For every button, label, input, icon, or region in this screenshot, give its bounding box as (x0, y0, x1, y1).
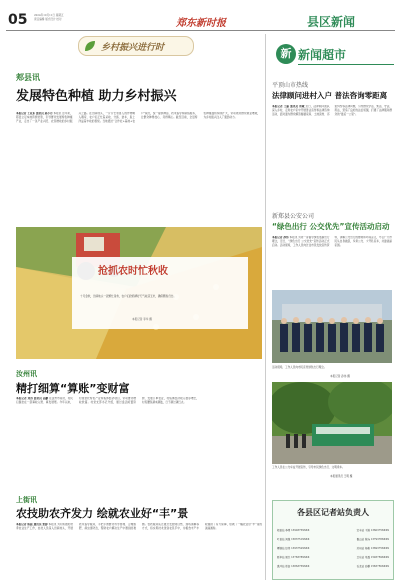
b2-byline: 本报记者 孙伟 (272, 236, 289, 239)
reporter-contacts-table (277, 526, 389, 571)
tractor-window (84, 237, 104, 251)
contact-row (277, 535, 389, 544)
article-3-byline: 本报记者 陈晨 通讯员 张静 (16, 523, 48, 526)
b1-location: 平顶山市热线 (272, 82, 309, 89)
brand-logo: 郑东新时报 (176, 18, 226, 29)
photo-caption-box (72, 257, 248, 329)
b1-text: 近日，法律顾问团队深入乡村，走进农户家中开展普法宣传和法律咨询活动，面对面为群众解答婚姻家庭、土地流转、邻里纠纷等法律问题，引导群众学法、知法、守法、用法，营造了良好的法治氛围，打通了法律服务群众的“最后一公里”。 (272, 105, 392, 116)
photo-caption-text: 十月金秋，田间地头一派繁忙景象，农户们抢抓晴好天气收获玉米，确保颗粒归仓。 (80, 295, 176, 298)
reporter-contacts-box (272, 500, 394, 580)
b2-location: 新郑县公安公司 (272, 213, 315, 220)
contact-right: 石龙站 孙鹏 1583756XXXX (356, 565, 389, 568)
news-market-icon: 新 (276, 44, 296, 64)
article-2-location: 汝州讯 (16, 370, 37, 378)
group-photo-illustration (272, 290, 392, 363)
article-1-text: 本报讯 近年来，郏县立足本地资源优势，引导群众发展特色种植产业，走出了一条产业兴旺、农民增收的乡村振兴之路。在田间地头，一片片长势喜人的作物映入眼帘，农户们正忙着采收、分拣、装车，脸上洋溢着丰收的喜悦。当地通过“合作社+基地+农户”模式，统一提供种苗、技术指导和销售服务，让群众种得放心、卖得顺心。截至目前，全县特色种植面积持续扩大，带动周边群众就业增收，为乡村振兴注入了强劲动力。 (16, 112, 260, 123)
header-meta-line1: 2024年10月11日 星期五 (34, 14, 64, 17)
article-2-body (16, 397, 262, 475)
contact-left: 郏县站 李明 1390375XXXX (277, 529, 310, 532)
b1-body (272, 105, 392, 201)
news-market-banner (272, 44, 396, 68)
street-photo-illustration (272, 382, 392, 464)
article-3-location: 上街讯 (16, 496, 37, 504)
b1-title: 法律顾问进村入户 普法咨询零距离 (272, 91, 388, 100)
article-3-text: 本报讯 为切实做好秋季农业生产工作，农技人员深入田间地头，开展技术指导服务，手把手教群众科学管理、合理施肥、病虫害防治，帮助农户解决生产中遇到的难题。农技服务队还通过发放明白纸、现场讲解等方式，将实用技术送到农民手中，为粮食丰产丰收提供了有力保障，绘就了一幅农业好“丰”景的美丽画卷。 (16, 523, 262, 530)
contact-right: 宝丰站 王刚 1360375XXXX (356, 529, 389, 532)
contact-right: 卫东站 吴磊 1593759XXXX (356, 556, 389, 559)
article-2-byline: 本报记者 刘涛 通讯员 高鹏 (16, 397, 49, 400)
article-3-title: 农技助农齐发力 绘就农业好“丰”景 (16, 507, 189, 520)
news-market-title: 新闻超市 (298, 48, 347, 62)
contact-row (277, 526, 389, 535)
group-photo (272, 290, 392, 363)
street-photo-caption-text: 工作人员在公交车站开展宣传，引导市民绿色出行、文明乘车。 (272, 466, 345, 469)
group-photo-caption (272, 366, 392, 370)
photo-caption-title: 抢抓农时忙秋收 (98, 266, 168, 277)
header-rule (6, 30, 395, 31)
group-photo-credit: 本报记者 孙伟 摄 (330, 375, 350, 378)
contact-left: 叶县站 刘强 1583751XXXX (277, 538, 310, 541)
news-market-rule (298, 64, 394, 65)
article-1-body (16, 112, 260, 228)
article-2-text: 在汝州市某村，村民们围坐在一起算收入账、算发展账。今年以来，村里依托特色产业和集体经济项目，带动群众增收致富。村党支部书记介绍，通过盘活闲置资源、发展订单农业，村集体经济收入稳步增长，村民腰包越来越鼓，日子越过越红火。 (16, 397, 199, 404)
b2-text: 本报讯 为进一步倡导绿色低碳出行理念，近日，“绿色出行 公交优先”宣传活动正式启动。活动现场，工作人员向过往市民发放宣传资料，讲解公交出行的便利和环保意义，号召广大市民从自身做起，多乘公交、少开私家车，共建美丽家园。 (272, 236, 392, 247)
article-1-byline: 本报记者 王亚东 通讯员 赵小丹 (16, 112, 53, 115)
page-number: 05 (8, 12, 28, 28)
photo-caption-credit: 本报记者 李华 摄 (132, 318, 152, 321)
rural-revival-banner-text: 乡村振兴进行时 (101, 43, 165, 53)
contact-row (277, 544, 389, 553)
contact-left: 舞钢站 赵伟 1393752XXXX (277, 547, 310, 550)
reporter-contacts-title: 各县区记者站负责人 (297, 507, 369, 517)
header-meta-line2: 责任编辑 版式设计 校对 (34, 18, 62, 21)
rural-revival-banner (78, 36, 194, 56)
b2-title: “绿色出行 公交优先”宣传活动启动 (272, 222, 390, 231)
contact-right: 鲁山站 陈涛 1379378XXXX (356, 538, 389, 541)
article-1-location: 郏县讯 (16, 73, 40, 82)
b2-body (272, 236, 392, 290)
corn-harvest-photo (16, 227, 262, 359)
b1-byline: 本报记者 王丽 通讯员 周敏 (272, 105, 305, 108)
section-title: 县区新闻 (307, 15, 356, 29)
column-divider (265, 34, 266, 580)
contact-row (277, 562, 389, 571)
article-1-title: 发展特色种植 助力乡村振兴 (16, 89, 177, 104)
header-meta (34, 14, 94, 22)
leaf-icon (83, 39, 97, 53)
group-photo-caption-text: 活动现场，工作人员向市民宣传绿色出行理念。 (272, 366, 327, 369)
article-2-title: 精打细算“算账”变财富 (16, 382, 130, 395)
street-photo-credit: 本报通讯员 王明 摄 (330, 475, 353, 478)
contact-left: 湛河站 郑浩 1386375XXXX (277, 565, 310, 568)
contact-right: 汝州站 杨帆 1369375XXXX (356, 547, 389, 550)
street-photo (272, 382, 392, 464)
contact-row (277, 553, 389, 562)
article-3-body (16, 523, 262, 579)
contact-left: 新华站 周杰 1378378XXXX (277, 556, 310, 559)
street-photo-caption (272, 466, 392, 470)
